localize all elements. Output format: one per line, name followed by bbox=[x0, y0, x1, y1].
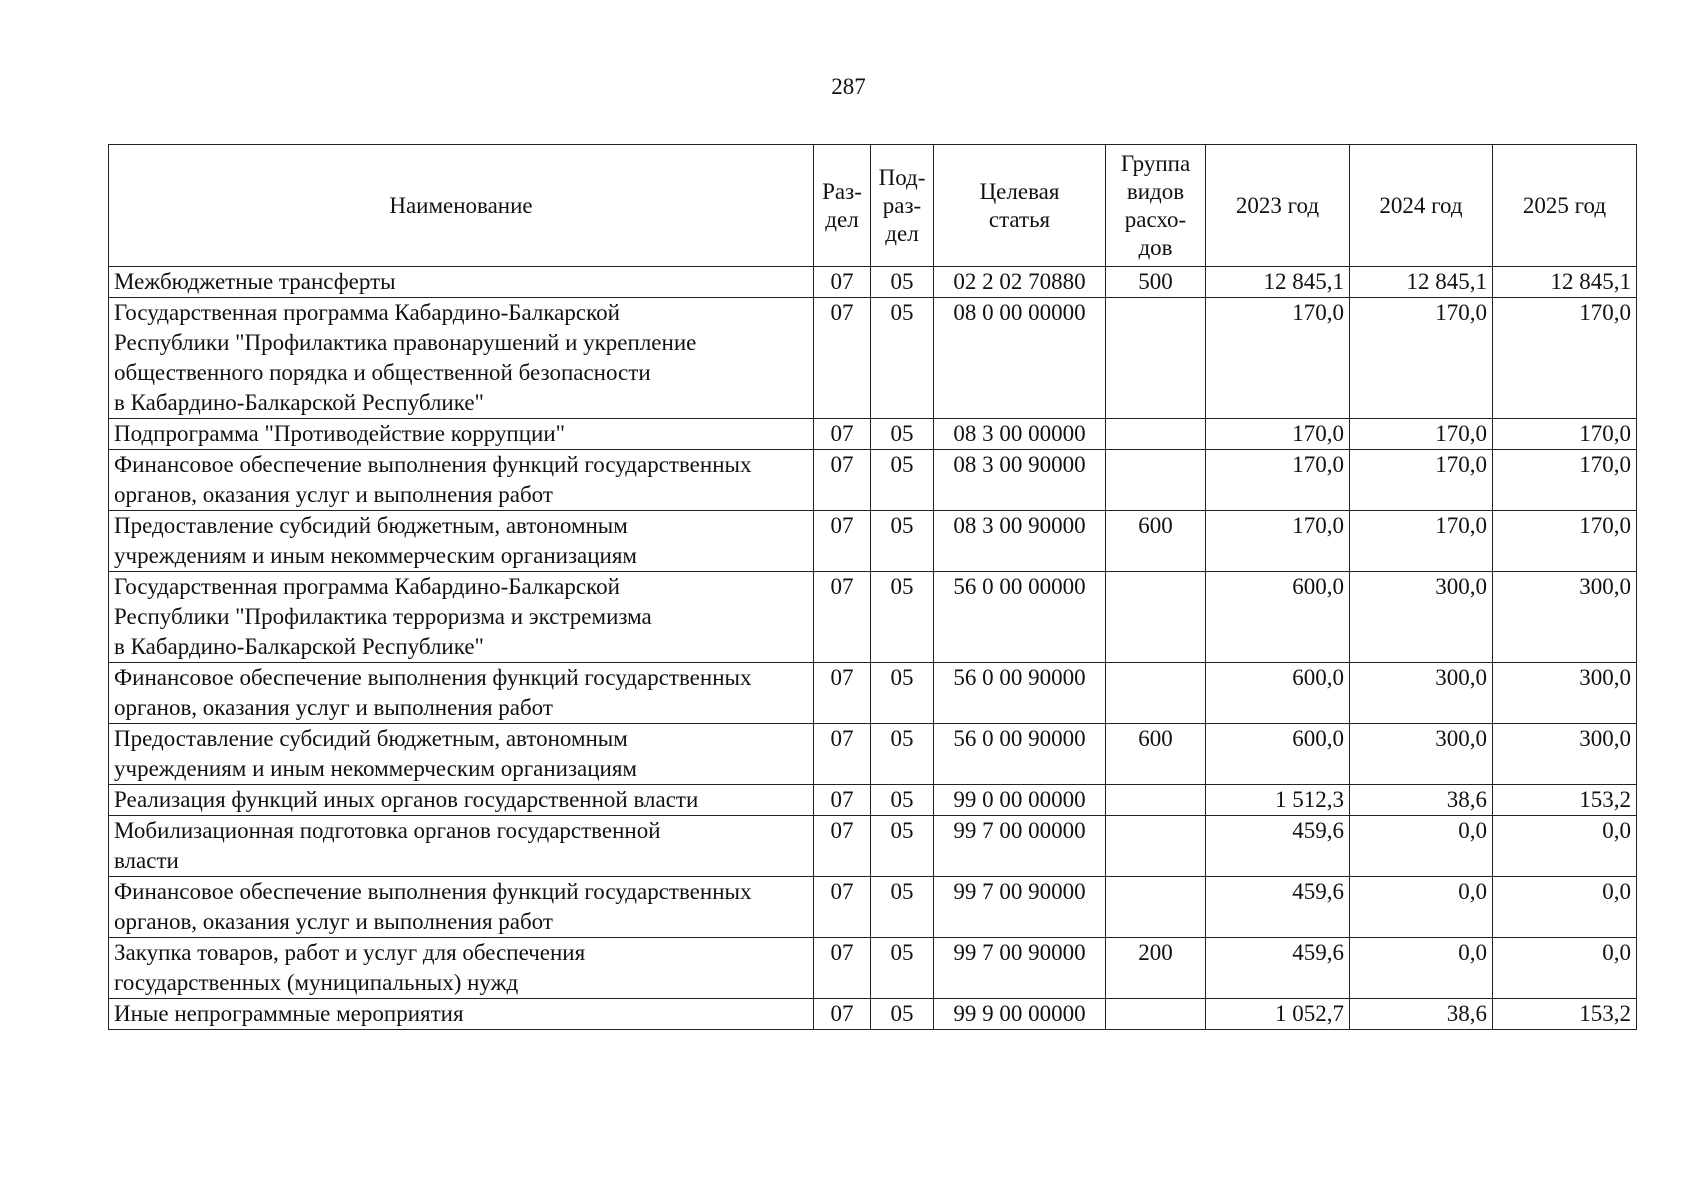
row-razdel: 07 bbox=[814, 785, 871, 816]
row-name: Предоставление субсидий бюджетным, автономным учреждениям и иным некоммерческим организациям bbox=[109, 511, 814, 572]
row-2023: 170,0 bbox=[1206, 450, 1350, 511]
row-razdel: 07 bbox=[814, 877, 871, 938]
row-2025: 170,0 bbox=[1493, 511, 1637, 572]
row-gruppa: 200 bbox=[1106, 938, 1206, 999]
row-podrazdel: 05 bbox=[871, 816, 934, 877]
header-row bbox=[109, 145, 1637, 267]
row-2025: 170,0 bbox=[1493, 298, 1637, 419]
row-podrazdel: 05 bbox=[871, 450, 934, 511]
row-2023: 600,0 bbox=[1206, 572, 1350, 663]
row-podrazdel: 05 bbox=[871, 999, 934, 1030]
row-2023: 1 052,7 bbox=[1206, 999, 1350, 1030]
row-2024: 170,0 bbox=[1350, 511, 1493, 572]
row-razdel: 07 bbox=[814, 572, 871, 663]
row-razdel: 07 bbox=[814, 419, 871, 450]
row-2024: 300,0 bbox=[1350, 572, 1493, 663]
row-gruppa bbox=[1106, 999, 1206, 1030]
header-gruppa-vidov-rashodov: Группа видов расхо- дов bbox=[1106, 145, 1206, 267]
row-razdel: 07 bbox=[814, 450, 871, 511]
header-2023: 2023 год bbox=[1206, 145, 1350, 267]
row-2025: 153,2 bbox=[1493, 785, 1637, 816]
table-row bbox=[109, 511, 1637, 572]
table-row bbox=[109, 724, 1637, 785]
row-gruppa: 600 bbox=[1106, 511, 1206, 572]
row-2025: 170,0 bbox=[1493, 450, 1637, 511]
table-row bbox=[109, 785, 1637, 816]
row-gruppa bbox=[1106, 572, 1206, 663]
row-name: Закупка товаров, работ и услуг для обеспечения государственных (муниципальных) нужд bbox=[109, 938, 814, 999]
row-2023: 1 512,3 bbox=[1206, 785, 1350, 816]
row-celevaya-statya: 08 3 00 90000 bbox=[934, 511, 1106, 572]
row-2023: 170,0 bbox=[1206, 511, 1350, 572]
row-razdel: 07 bbox=[814, 267, 871, 298]
row-2024: 300,0 bbox=[1350, 724, 1493, 785]
row-celevaya-statya: 08 3 00 90000 bbox=[934, 450, 1106, 511]
row-2024: 0,0 bbox=[1350, 938, 1493, 999]
row-2024: 38,6 bbox=[1350, 785, 1493, 816]
row-gruppa bbox=[1106, 663, 1206, 724]
row-2023: 600,0 bbox=[1206, 663, 1350, 724]
row-celevaya-statya: 99 7 00 00000 bbox=[934, 816, 1106, 877]
row-2025: 0,0 bbox=[1493, 938, 1637, 999]
row-2024: 170,0 bbox=[1350, 419, 1493, 450]
row-2023: 600,0 bbox=[1206, 724, 1350, 785]
row-2024: 0,0 bbox=[1350, 877, 1493, 938]
row-name: Финансовое обеспечение выполнения функций государственных органов, оказания услуг и выполнения работ bbox=[109, 877, 814, 938]
row-2023: 170,0 bbox=[1206, 298, 1350, 419]
row-celevaya-statya: 99 0 00 00000 bbox=[934, 785, 1106, 816]
row-gruppa bbox=[1106, 419, 1206, 450]
table-row bbox=[109, 877, 1637, 938]
row-gruppa bbox=[1106, 816, 1206, 877]
row-gruppa bbox=[1106, 785, 1206, 816]
row-podrazdel: 05 bbox=[871, 877, 934, 938]
row-2023: 459,6 bbox=[1206, 877, 1350, 938]
row-celevaya-statya: 56 0 00 90000 bbox=[934, 663, 1106, 724]
row-celevaya-statya: 08 3 00 00000 bbox=[934, 419, 1106, 450]
row-celevaya-statya: 99 7 00 90000 bbox=[934, 877, 1106, 938]
row-razdel: 07 bbox=[814, 511, 871, 572]
row-2024: 170,0 bbox=[1350, 450, 1493, 511]
table-row bbox=[109, 267, 1637, 298]
row-razdel: 07 bbox=[814, 938, 871, 999]
header-podrazdel: Под- раз- дел bbox=[871, 145, 934, 267]
header-razdel: Раз- дел bbox=[814, 145, 871, 267]
row-2023: 459,6 bbox=[1206, 816, 1350, 877]
row-razdel: 07 bbox=[814, 816, 871, 877]
row-2023: 170,0 bbox=[1206, 419, 1350, 450]
row-name: Иные непрограммные мероприятия bbox=[109, 999, 814, 1030]
row-name: Государственная программа Кабардино-Балкарской Республики "Профилактика терроризма и экстремизма в Кабардино-Балкарской Республике" bbox=[109, 572, 814, 663]
row-2023: 459,6 bbox=[1206, 938, 1350, 999]
row-podrazdel: 05 bbox=[871, 419, 934, 450]
row-gruppa: 600 bbox=[1106, 724, 1206, 785]
row-celevaya-statya: 99 9 00 00000 bbox=[934, 999, 1106, 1030]
row-name: Межбюджетные трансферты bbox=[109, 267, 814, 298]
row-name: Реализация функций иных органов государственной власти bbox=[109, 785, 814, 816]
row-name: Подпрограмма "Противодействие коррупции" bbox=[109, 419, 814, 450]
header-2024: 2024 год bbox=[1350, 145, 1493, 267]
row-gruppa: 500 bbox=[1106, 267, 1206, 298]
table-row bbox=[109, 816, 1637, 877]
row-celevaya-statya: 56 0 00 00000 bbox=[934, 572, 1106, 663]
row-2025: 0,0 bbox=[1493, 816, 1637, 877]
row-podrazdel: 05 bbox=[871, 572, 934, 663]
row-razdel: 07 bbox=[814, 298, 871, 419]
row-name: Финансовое обеспечение выполнения функций государственных органов, оказания услуг и выполнения работ bbox=[109, 663, 814, 724]
row-2024: 12 845,1 bbox=[1350, 267, 1493, 298]
table-row bbox=[109, 663, 1637, 724]
row-2025: 170,0 bbox=[1493, 419, 1637, 450]
row-2023: 12 845,1 bbox=[1206, 267, 1350, 298]
row-gruppa bbox=[1106, 298, 1206, 419]
row-2024: 300,0 bbox=[1350, 663, 1493, 724]
row-razdel: 07 bbox=[814, 724, 871, 785]
row-2024: 0,0 bbox=[1350, 816, 1493, 877]
row-razdel: 07 bbox=[814, 999, 871, 1030]
table-row bbox=[109, 572, 1637, 663]
row-podrazdel: 05 bbox=[871, 663, 934, 724]
table-row bbox=[109, 938, 1637, 999]
row-gruppa bbox=[1106, 877, 1206, 938]
row-2025: 153,2 bbox=[1493, 999, 1637, 1030]
table-row bbox=[109, 999, 1637, 1030]
row-podrazdel: 05 bbox=[871, 938, 934, 999]
header-celevaya-statya: Целевая статья bbox=[934, 145, 1106, 267]
row-celevaya-statya: 02 2 02 70880 bbox=[934, 267, 1106, 298]
row-name: Финансовое обеспечение выполнения функций государственных органов, оказания услуг и выполнения работ bbox=[109, 450, 814, 511]
row-2025: 300,0 bbox=[1493, 724, 1637, 785]
row-2024: 38,6 bbox=[1350, 999, 1493, 1030]
row-name: Государственная программа Кабардино-Балкарской Республики "Профилактика правонарушений и укрепление общественного порядка и общественной безопасности в Кабардино-Балкарской Республике" bbox=[109, 298, 814, 419]
row-podrazdel: 05 bbox=[871, 298, 934, 419]
table-row bbox=[109, 450, 1637, 511]
row-celevaya-statya: 99 7 00 90000 bbox=[934, 938, 1106, 999]
header-name: Наименование bbox=[109, 145, 814, 267]
row-name: Предоставление субсидий бюджетным, автономным учреждениям и иным некоммерческим организациям bbox=[109, 724, 814, 785]
header-2025: 2025 год bbox=[1493, 145, 1637, 267]
table-row bbox=[109, 298, 1637, 419]
row-name: Мобилизационная подготовка органов государственной власти bbox=[109, 816, 814, 877]
row-podrazdel: 05 bbox=[871, 785, 934, 816]
row-2025: 12 845,1 bbox=[1493, 267, 1637, 298]
row-podrazdel: 05 bbox=[871, 724, 934, 785]
table-row bbox=[109, 419, 1637, 450]
row-podrazdel: 05 bbox=[871, 511, 934, 572]
page-number: 287 bbox=[831, 74, 866, 99]
row-2025: 300,0 bbox=[1493, 663, 1637, 724]
row-2025: 300,0 bbox=[1493, 572, 1637, 663]
row-celevaya-statya: 56 0 00 90000 bbox=[934, 724, 1106, 785]
row-2025: 0,0 bbox=[1493, 877, 1637, 938]
row-celevaya-statya: 08 0 00 00000 bbox=[934, 298, 1106, 419]
budget-table bbox=[108, 144, 1637, 1030]
row-2024: 170,0 bbox=[1350, 298, 1493, 419]
row-razdel: 07 bbox=[814, 663, 871, 724]
row-podrazdel: 05 bbox=[871, 267, 934, 298]
row-gruppa bbox=[1106, 450, 1206, 511]
